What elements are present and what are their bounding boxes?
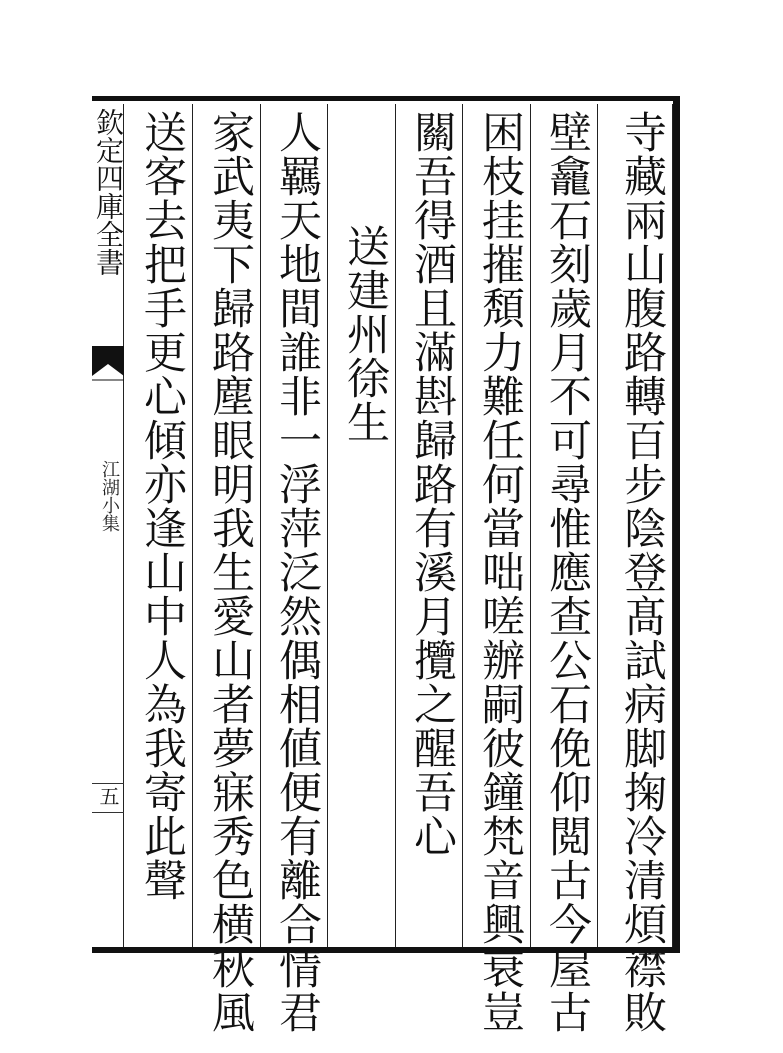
text-column [530,104,597,1034]
page-number: 五 [96,786,120,806]
text-line: 寺藏兩山腹路轉百步陰登髙試病脚掬冷清煩襟敗 [617,110,667,1034]
work-title: 江湖小集 [99,460,120,532]
book-title: 欽定四庫全書 [92,108,125,276]
column-rule [597,104,598,947]
text-line: 關吾得酒且滿斟歸路有溪月攬之醒吾心 [407,110,457,858]
page-number-rule [92,812,124,813]
text-line: 家武夷下歸路塵眼明我生愛山者夢寐秀色横秋風 [205,110,255,1034]
poem-title: 送建州徐生 [340,224,390,444]
text-column [192,104,260,1034]
text-column [462,104,530,1034]
text-line: 困枝挂摧頽力難任何當咄嗟辦嗣彼鐘梵音興衰豈 [475,110,525,1034]
text-column [124,104,192,947]
text-column [605,104,672,1034]
page-number-rule-top [92,783,124,784]
text-line: 送客去把手更心傾亦逢山中人為我寄此聲 [137,110,187,902]
text-line: 壁龕石刻歲月不可尋惟應查公石俛仰閲古今屋古 [542,110,592,1034]
fish-tail-mark [92,346,124,384]
frame-inner-rule [672,104,673,947]
poem-title-column [327,104,395,947]
text-column [395,104,462,947]
text-column [260,104,327,1034]
text-line: 人羈天地間誰非一浮萍泛然偶相値便有離合情君 [272,110,322,1034]
